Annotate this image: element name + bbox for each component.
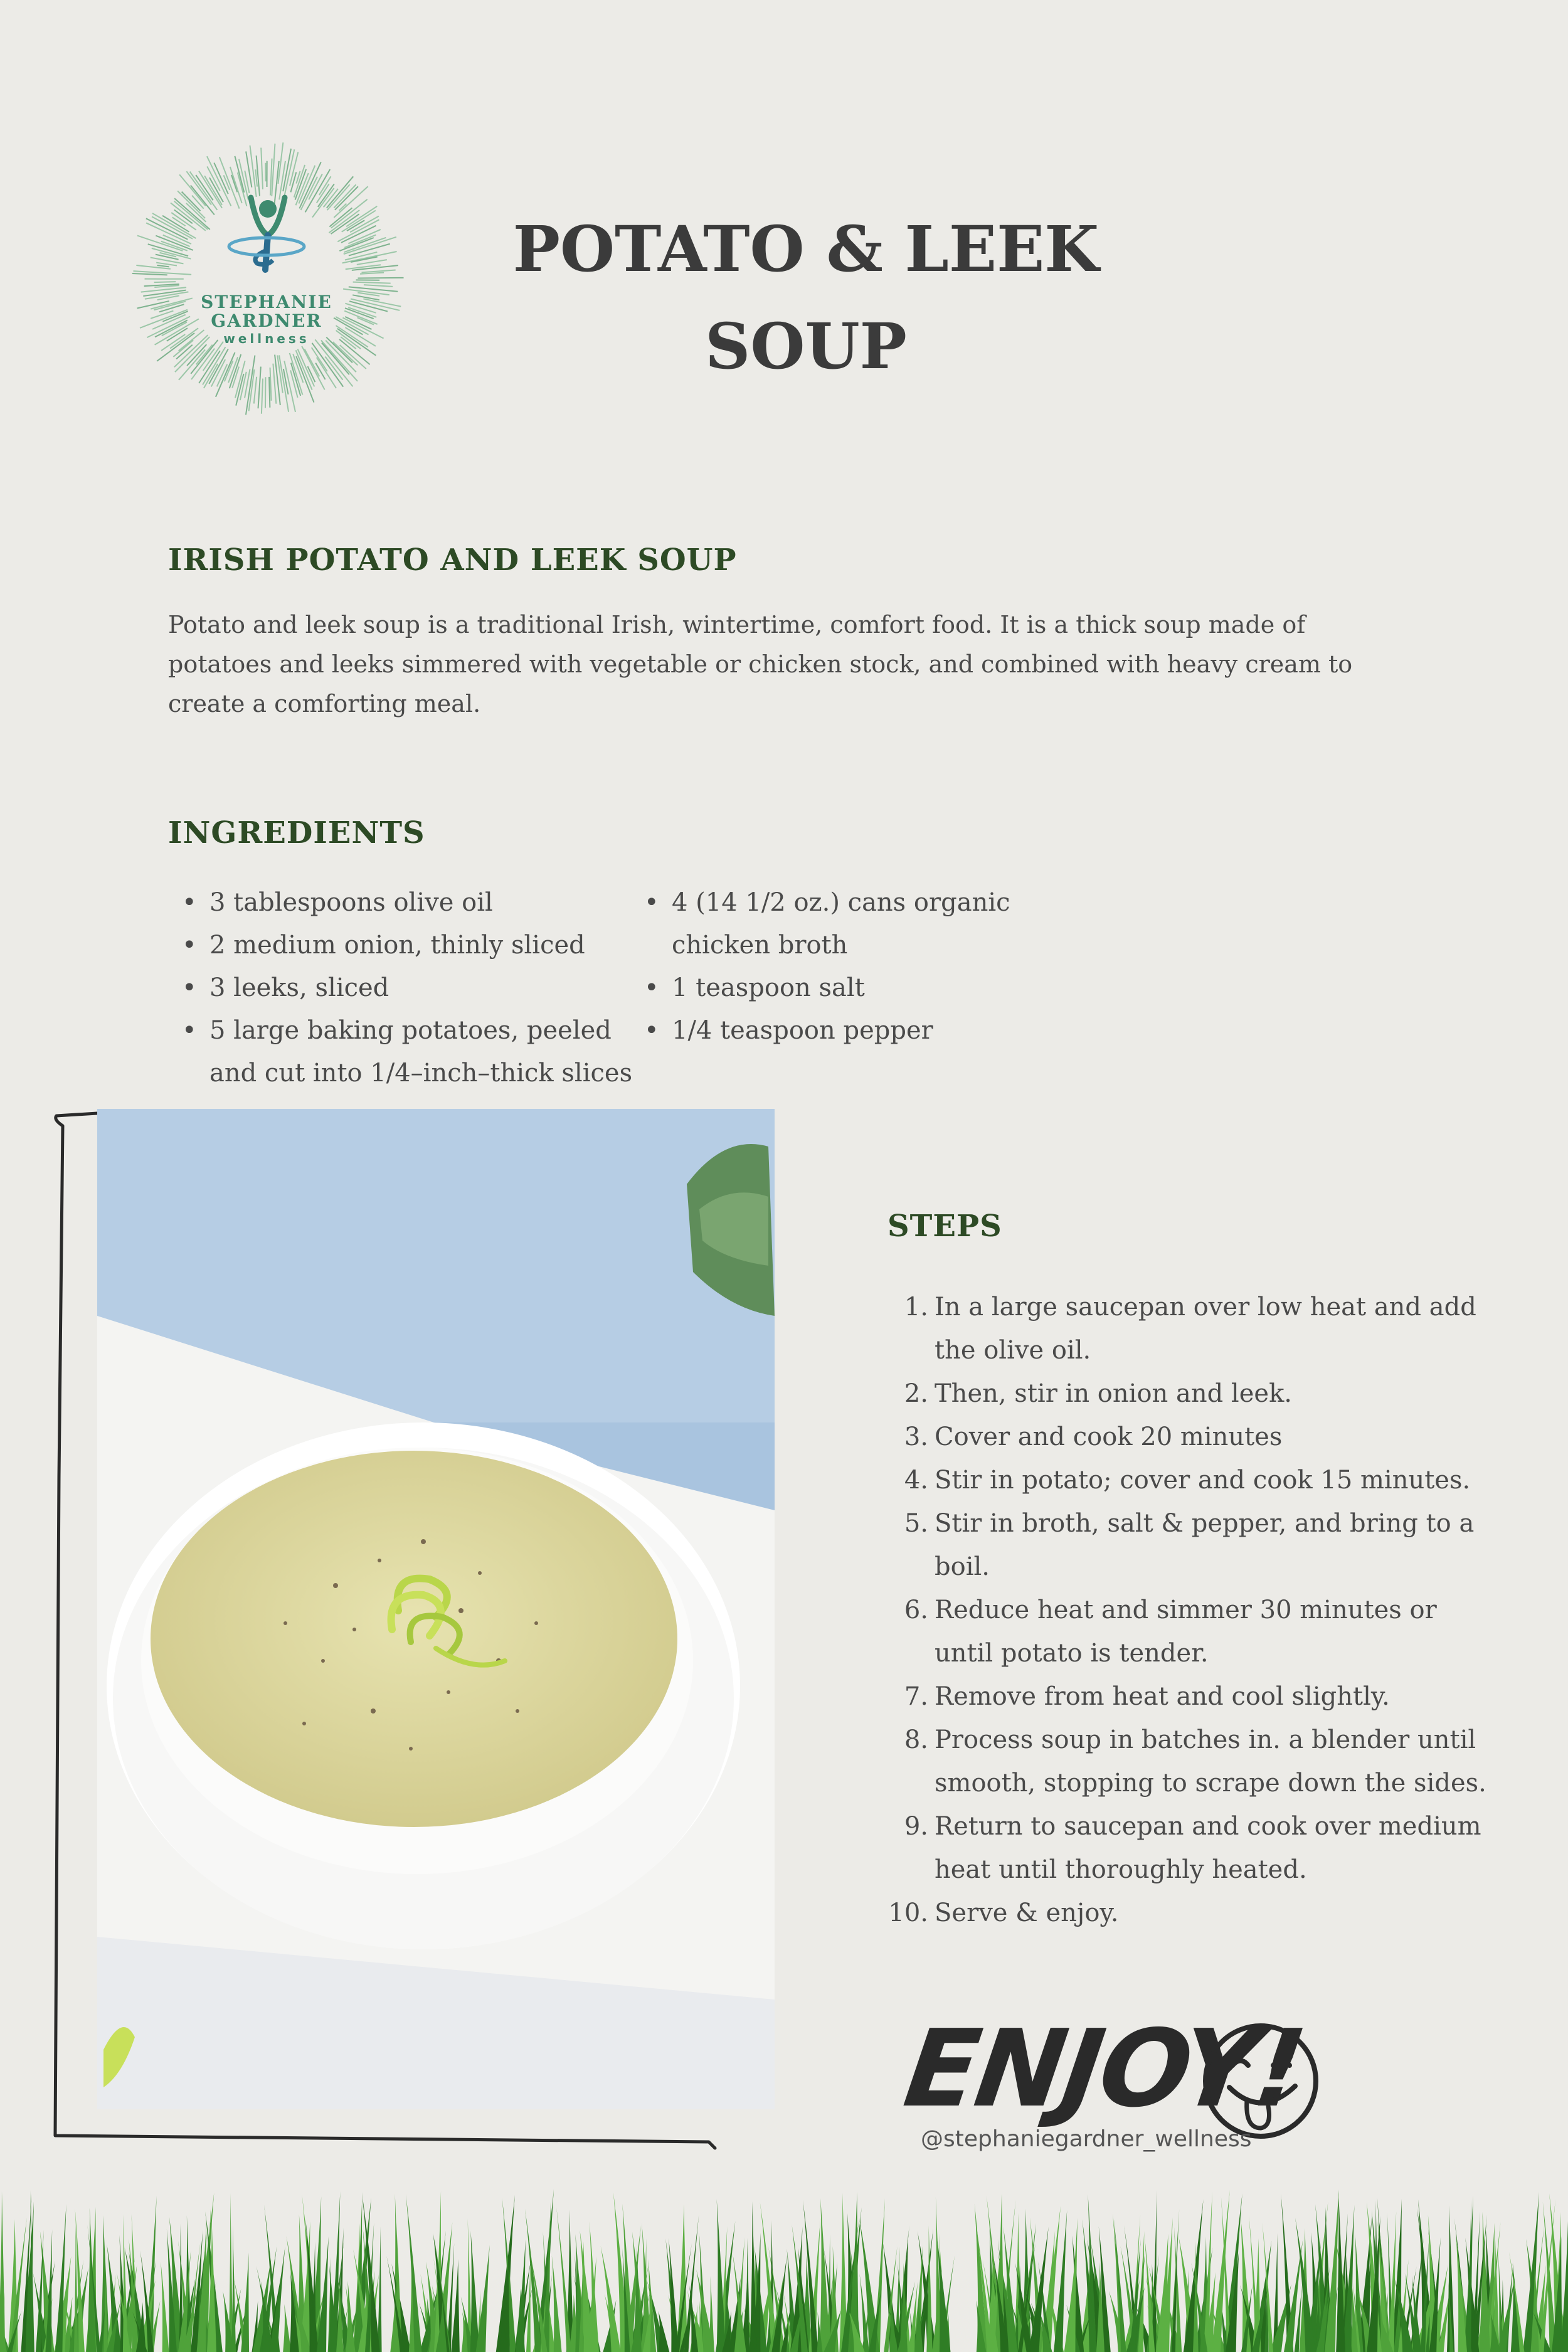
logo-text: GARDNER — [211, 310, 322, 331]
page-title — [502, 201, 1110, 395]
step-number: 3. — [904, 1422, 928, 1451]
ingredient-item: • 2 medium onion, thinly sliced — [168, 924, 645, 967]
step-text: Then, stir in onion and leek. — [935, 1379, 1293, 1408]
step-number: 1. — [904, 1293, 928, 1322]
step-text: Stir in potato; cover and cook 15 minutes. — [935, 1466, 1471, 1495]
step-number: 4. — [904, 1466, 928, 1495]
step-item — [887, 1805, 1490, 1892]
steps-heading: STEPS — [887, 1209, 1002, 1244]
step-item — [887, 1372, 1490, 1416]
step-item — [887, 1416, 1490, 1459]
step-number: 9. — [904, 1812, 928, 1841]
page-title-line: SOUP — [705, 309, 907, 383]
ingredient-item: • 5 large baking potatoes, peeled and cut into 1/4–inch–thick slices — [168, 1009, 645, 1094]
ingredients-list — [630, 881, 1082, 1052]
enjoy-text: ENJOY! — [898, 2007, 1311, 2131]
smiley-tongue-icon — [1198, 2018, 1323, 2144]
intro-text: Potato and leek soup is a traditional Irish, wintertime, comfort food. It is a thick soup made of potatoes and leeks simmered with vegetable or chicken stock, and combined with heavy cream to create a comforting meal. — [168, 611, 1353, 718]
step-number: 5. — [904, 1509, 928, 1538]
step-number: 2. — [904, 1379, 928, 1408]
soup-photo — [97, 1109, 775, 2109]
step-number: 7. — [904, 1682, 928, 1711]
step-text: Return to saucepan and cook over medium heat until thoroughly heated. — [935, 1812, 1481, 1884]
step-number: 10. — [888, 1899, 928, 1927]
logo-text: STEPHANIE — [201, 292, 332, 312]
step-number: 8. — [904, 1725, 928, 1754]
step-text: Stir in broth, salt & pepper, and bring to a boil. — [935, 1509, 1475, 1581]
brand-logo — [122, 135, 411, 423]
step-number: 6. — [904, 1596, 928, 1624]
step-text: Reduce heat and simmer 30 minutes or until potato is tender. — [935, 1596, 1437, 1668]
step-item — [887, 1719, 1490, 1805]
step-item — [887, 1675, 1490, 1719]
figure-icon — [122, 135, 411, 423]
step-text: Remove from heat and cool slightly. — [935, 1682, 1390, 1711]
step-item — [887, 1892, 1490, 1935]
steps-list — [887, 1286, 1490, 1935]
step-text: Process soup in batches in. a blender until smooth, stopping to scrape down the sides. — [935, 1725, 1486, 1798]
step-item — [887, 1589, 1490, 1675]
ingredient-item: • 3 leeks, sliced — [168, 967, 645, 1009]
page-title-line: POTATO & LEEK — [512, 212, 1099, 286]
ingredient-item: • 3 tablespoons olive oil — [168, 881, 645, 924]
logo-text: wellness — [223, 331, 310, 346]
step-text: Serve & enjoy. — [935, 1899, 1119, 1927]
step-item — [887, 1459, 1490, 1502]
step-item — [887, 1286, 1490, 1372]
ingredients-heading: INGREDIENTS — [168, 815, 425, 850]
ingredient-item: • 4 (14 1/2 oz.) cans organic chicken broth — [630, 881, 1082, 967]
ingredient-item: • 1/4 teaspoon pepper — [630, 1009, 1082, 1052]
intro-heading: IRISH POTATO AND LEEK SOUP — [168, 543, 737, 578]
step-item — [887, 1502, 1490, 1589]
grass-decoration — [0, 2189, 1568, 2352]
step-text: Cover and cook 20 minutes — [935, 1422, 1283, 1451]
ingredients-list — [168, 881, 645, 1094]
ingredient-item: • 1 teaspoon salt — [630, 967, 1082, 1009]
step-text: In a large saucepan over low heat and add the olive oil. — [935, 1293, 1476, 1365]
social-handle: @stephaniegardner_wellness — [921, 2126, 1252, 2152]
